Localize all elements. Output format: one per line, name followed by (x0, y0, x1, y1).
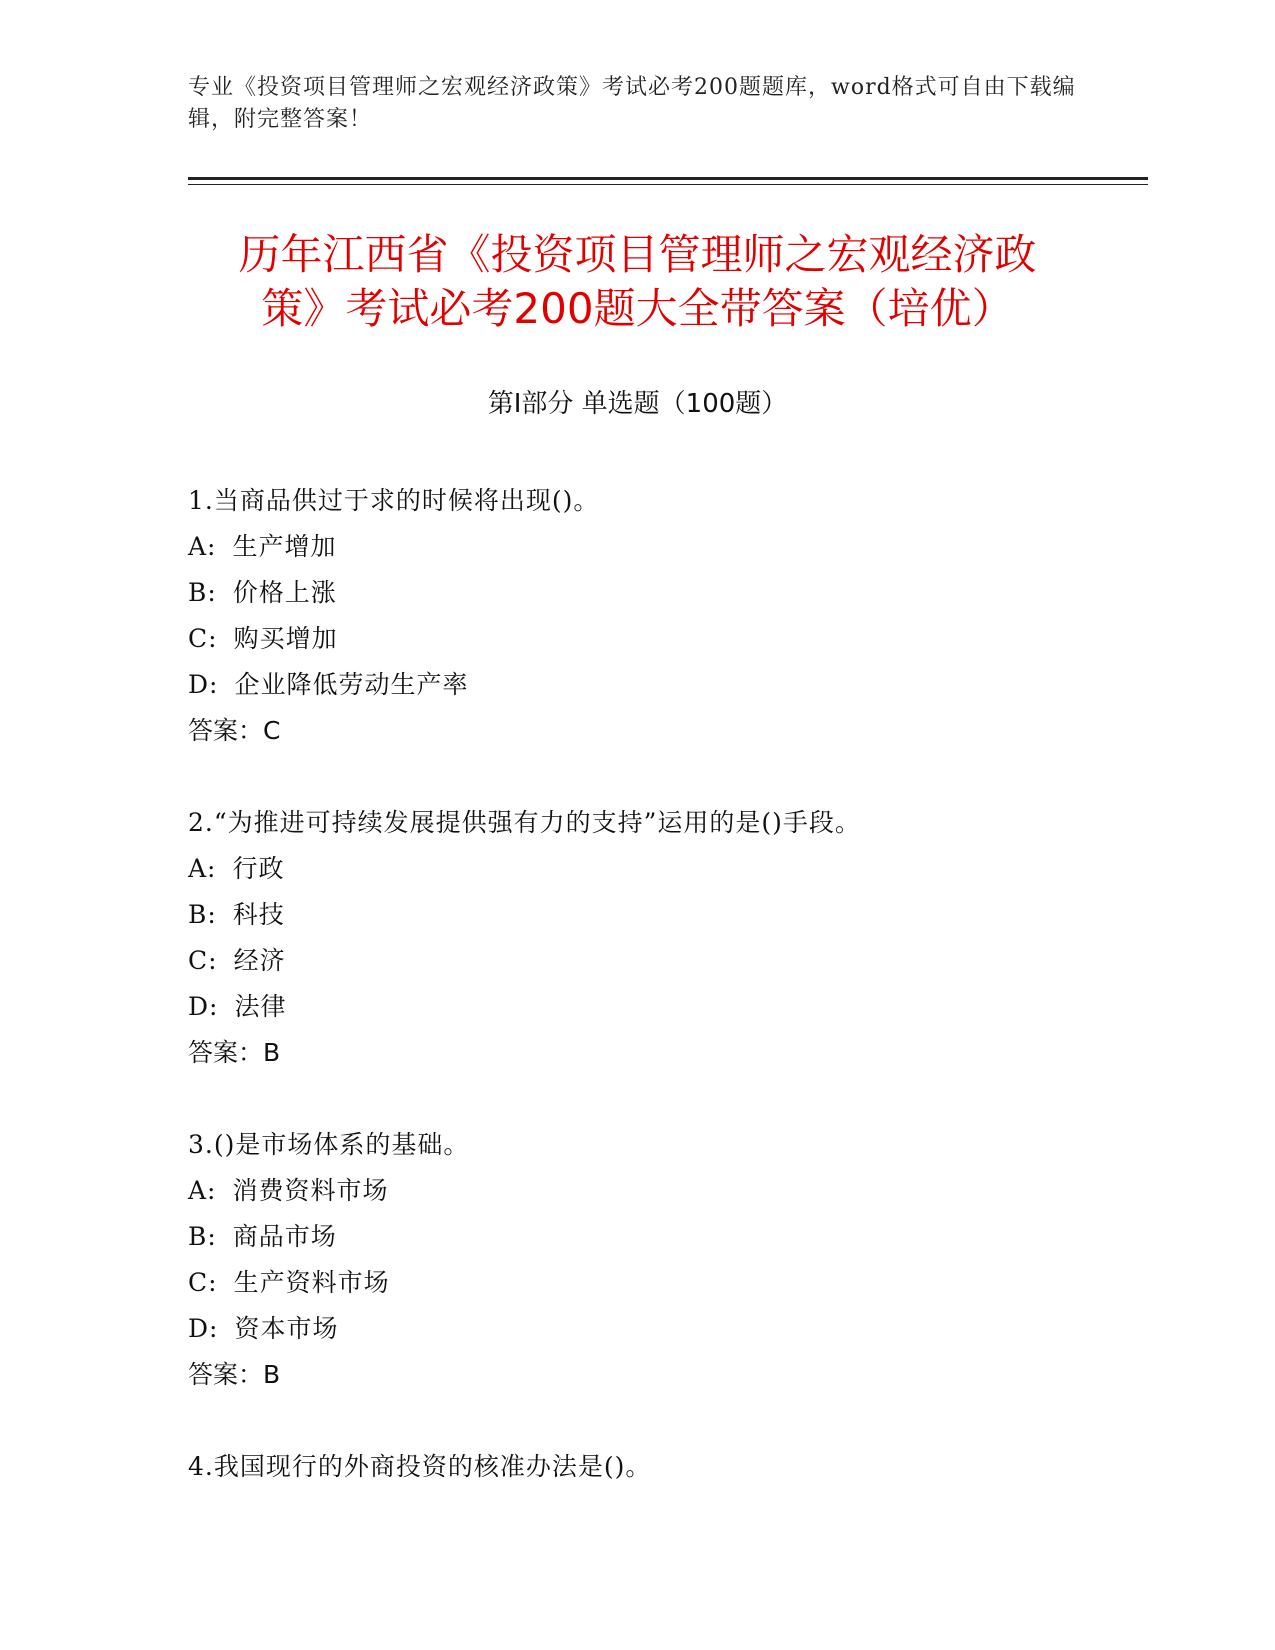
section-title: 第Ⅰ部分 单选题（100题） (487, 389, 788, 419)
option-key: C: (188, 946, 218, 975)
question-stem: 2.“为推进可持续发展提供强有力的支持”运用的是()手段。 (188, 808, 861, 837)
option-c (188, 1260, 1188, 1306)
option-c (188, 616, 1188, 662)
option-b (188, 1214, 1188, 1260)
option-key: C: (188, 1268, 218, 1297)
option-a (188, 524, 1188, 570)
option-d (188, 662, 1188, 708)
option-key: A: (188, 854, 217, 883)
question-stem: 4.我国现行的外商投资的核准办法是()。 (188, 1452, 652, 1481)
answer-line: 答案：B (188, 1038, 281, 1067)
option-key: B: (188, 1222, 217, 1251)
option-a (188, 846, 1188, 892)
option-key: D: (188, 992, 219, 1021)
option-key: C: (188, 624, 218, 653)
title-line-2: 策》考试必考200题大全带答案（培优） (261, 284, 1014, 333)
option-text: 价格上涨 (232, 578, 337, 607)
option-key: D: (188, 670, 219, 699)
option-text: 生产资料市场 (233, 1268, 390, 1297)
option-d (188, 1306, 1188, 1352)
title-line-1: 历年江西省《投资项目管理师之宏观经济政 (238, 230, 1037, 279)
option-text: 行政 (232, 854, 285, 883)
option-text: 企业降低劳动生产率 (234, 670, 469, 699)
option-key: A: (188, 1176, 217, 1205)
question-1 (188, 478, 1188, 754)
option-key: B: (188, 900, 217, 929)
header-rule-thick (188, 177, 1148, 180)
option-key: D: (188, 1314, 219, 1343)
option-text: 资本市场 (234, 1314, 339, 1343)
option-text: 法律 (234, 992, 287, 1021)
option-text: 商品市场 (232, 1222, 337, 1251)
question-stem: 3.()是市场体系的基础。 (188, 1130, 470, 1159)
answer-line: 答案：C (188, 716, 281, 745)
option-text: 经济 (233, 946, 286, 975)
answer-line: 答案：B (188, 1360, 281, 1389)
option-a (188, 1168, 1188, 1214)
option-text: 购买增加 (233, 624, 338, 653)
option-text: 科技 (232, 900, 285, 929)
option-b (188, 570, 1188, 616)
question-4 (188, 1444, 1188, 1490)
question-2 (188, 800, 1188, 1076)
question-list (188, 478, 1188, 1536)
question-3 (188, 1122, 1188, 1398)
header-rule-thin (188, 184, 1148, 185)
document-title (180, 228, 1095, 336)
option-text: 生产增加 (232, 532, 337, 561)
option-c (188, 938, 1188, 984)
question-stem: 1.当商品供过于求的时候将出现()。 (188, 486, 600, 515)
option-key: B: (188, 578, 217, 607)
header-note: 专业《投资项目管理师之宏观经济政策》考试必考200题题库，word格式可自由下载编辑，附完整答案！ (188, 75, 1076, 132)
option-b (188, 892, 1188, 938)
option-d (188, 984, 1188, 1030)
option-text: 消费资料市场 (232, 1176, 389, 1205)
option-key: A: (188, 532, 217, 561)
